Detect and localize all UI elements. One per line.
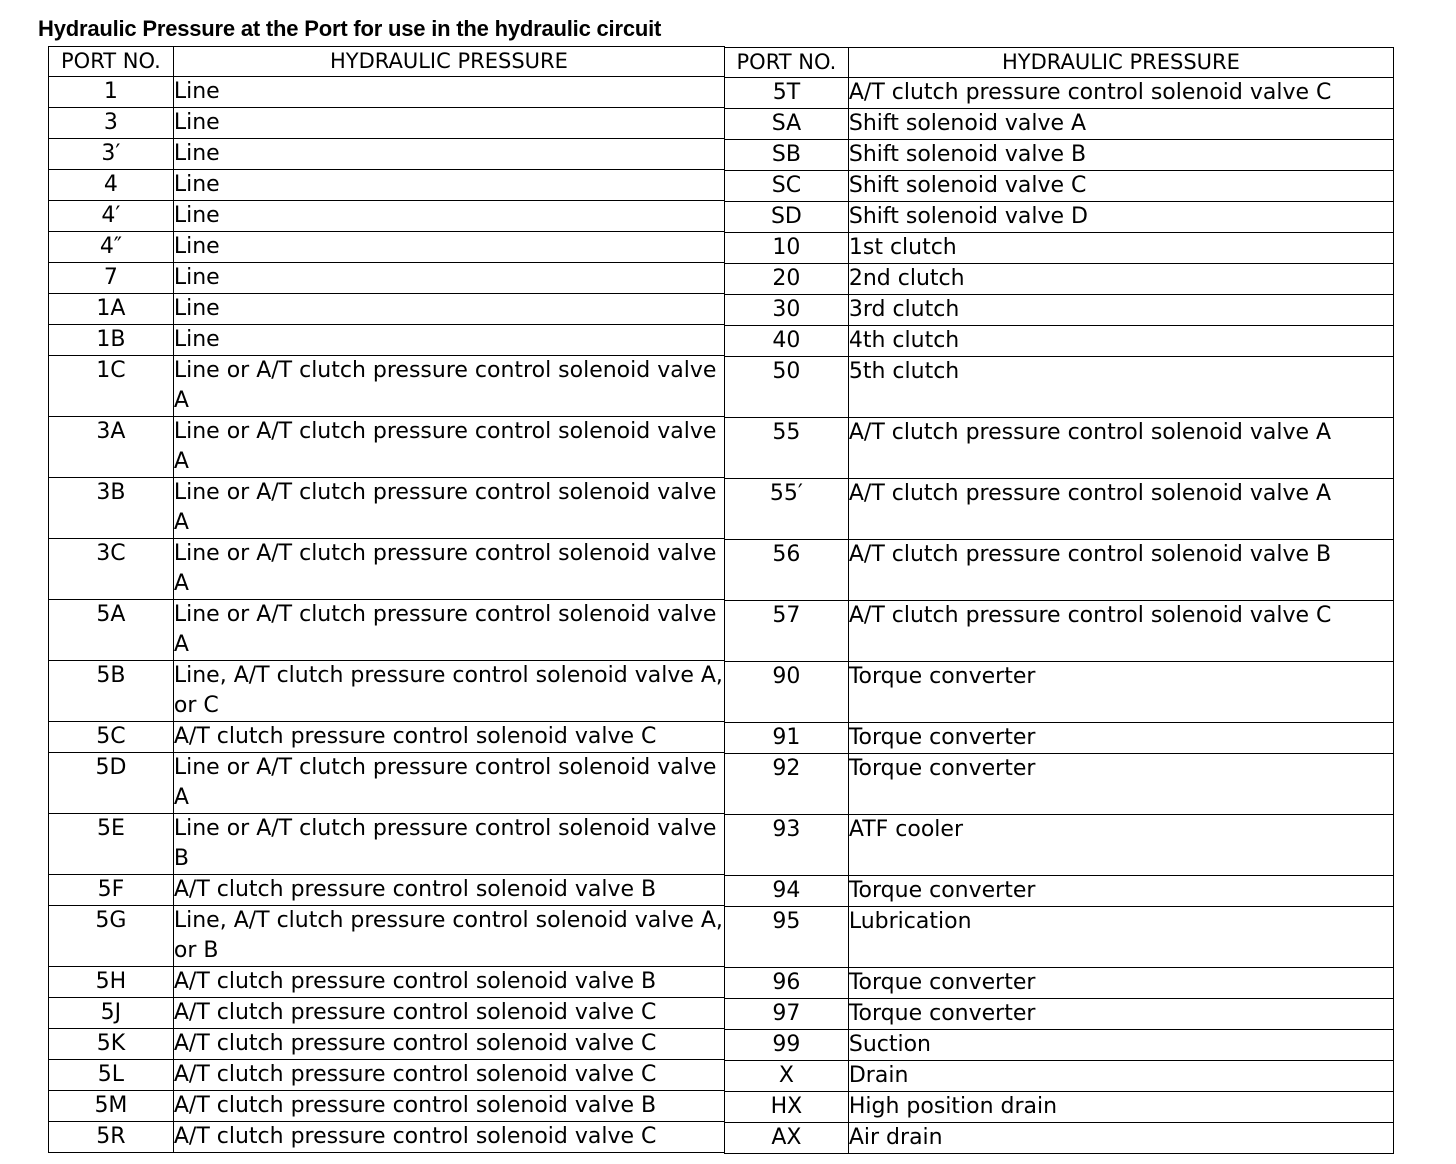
hydraulic-pressure-cell: 4th clutch	[848, 326, 1393, 357]
port-number-cell: 5B	[49, 661, 174, 722]
table-row	[725, 479, 1394, 540]
port-number-cell: 5C	[49, 722, 174, 753]
table-row	[725, 295, 1394, 326]
table-row	[49, 478, 725, 539]
table-row	[725, 202, 1394, 233]
port-no-header: PORT NO.	[725, 48, 849, 78]
port-number-cell: 3′	[49, 139, 174, 170]
port-number-cell: 94	[725, 876, 849, 907]
hydraulic-pressure-cell: A/T clutch pressure control solenoid valve A	[848, 418, 1393, 479]
hydraulic-pressure-cell: A/T clutch pressure control solenoid valve C	[173, 998, 724, 1029]
hydraulic-pressure-cell: Line or A/T clutch pressure control solenoid valve A	[173, 417, 724, 478]
hydraulic-pressure-cell: A/T clutch pressure control solenoid valve B	[173, 875, 724, 906]
table-row	[49, 1091, 725, 1122]
port-number-cell: 92	[725, 754, 849, 815]
table-row	[49, 814, 725, 875]
hydraulic-pressure-cell: A/T clutch pressure control solenoid valve A	[848, 479, 1393, 540]
hydraulic-pressure-cell: 2nd clutch	[848, 264, 1393, 295]
hydraulic-pressure-cell: Line or A/T clutch pressure control solenoid valve A	[173, 478, 724, 539]
hydraulic-pressure-cell: 5th clutch	[848, 357, 1393, 418]
port-number-cell: 91	[725, 723, 849, 754]
table-row	[725, 876, 1394, 907]
table-row	[49, 263, 725, 294]
right-table-body	[725, 78, 1394, 1154]
hydraulic-pressure-cell: Torque converter	[848, 723, 1393, 754]
hydraulic-pressure-cell: Torque converter	[848, 999, 1393, 1030]
hydraulic-pressure-cell: A/T clutch pressure control solenoid valve C	[848, 78, 1393, 109]
port-number-cell: 1A	[49, 294, 174, 325]
header-row	[49, 47, 725, 77]
hydraulic-pressure-cell: Line or A/T clutch pressure control solenoid valve A	[173, 753, 724, 814]
table-row	[725, 1123, 1394, 1154]
table-row	[49, 1122, 725, 1153]
port-number-cell: 10	[725, 233, 849, 264]
port-number-cell: 5L	[49, 1060, 174, 1091]
hydraulic-pressure-cell: A/T clutch pressure control solenoid valve B	[173, 1091, 724, 1122]
left-table-body	[49, 77, 725, 1153]
port-number-cell: 4′	[49, 201, 174, 232]
hydraulic-pressure-cell: Torque converter	[848, 968, 1393, 999]
port-number-cell: 5F	[49, 875, 174, 906]
port-number-cell: 99	[725, 1030, 849, 1061]
port-number-cell: 5E	[49, 814, 174, 875]
hydraulic-pressure-cell: Line	[173, 139, 724, 170]
table-row	[725, 540, 1394, 601]
port-number-cell: 93	[725, 815, 849, 876]
hydraulic-pressure-cell: A/T clutch pressure control solenoid valve C	[173, 1060, 724, 1091]
table-row	[49, 232, 725, 263]
table-row	[725, 968, 1394, 999]
table-row	[725, 171, 1394, 202]
hydraulic-pressure-cell: A/T clutch pressure control solenoid valve B	[848, 540, 1393, 601]
hydraulic-pressure-cell: Suction	[848, 1030, 1393, 1061]
table-row	[49, 875, 725, 906]
port-number-cell: 40	[725, 326, 849, 357]
hydraulic-pressure-cell: A/T clutch pressure control solenoid valve C	[173, 722, 724, 753]
port-number-cell: 57	[725, 601, 849, 662]
table-row	[725, 1030, 1394, 1061]
port-number-cell: 3	[49, 108, 174, 139]
table-row	[49, 294, 725, 325]
table-row	[725, 109, 1394, 140]
table-row	[49, 600, 725, 661]
port-number-cell: SC	[725, 171, 849, 202]
table-row	[49, 967, 725, 998]
port-number-cell: X	[725, 1061, 849, 1092]
hydraulic-pressure-cell: Shift solenoid valve B	[848, 140, 1393, 171]
hydraulic-pressure-cell: Lubrication	[848, 907, 1393, 968]
hydraulic-pressure-cell: Line or A/T clutch pressure control solenoid valve A	[173, 356, 724, 417]
table-row	[725, 999, 1394, 1030]
hydraulic-pressure-cell: A/T clutch pressure control solenoid valve B	[173, 967, 724, 998]
table-row	[49, 325, 725, 356]
page-title: Hydraulic Pressure at the Port for use in the hydraulic circuit	[38, 16, 662, 41]
hydraulic-pressure-cell: Shift solenoid valve C	[848, 171, 1393, 202]
table-row	[49, 201, 725, 232]
port-number-cell: 5R	[49, 1122, 174, 1153]
port-number-cell: 97	[725, 999, 849, 1030]
table-row	[725, 662, 1394, 723]
table-row	[49, 998, 725, 1029]
port-number-cell: 5D	[49, 753, 174, 814]
hydraulic-pressure-cell: High position drain	[848, 1092, 1393, 1123]
table-row	[49, 1029, 725, 1060]
table-row	[49, 722, 725, 753]
table-row	[725, 907, 1394, 968]
port-number-cell: 3C	[49, 539, 174, 600]
port-number-cell: 3A	[49, 417, 174, 478]
port-number-cell: 20	[725, 264, 849, 295]
port-number-cell: 1	[49, 77, 174, 108]
hydraulic-pressure-cell: Torque converter	[848, 662, 1393, 723]
hydraulic-pressure-header: HYDRAULIC PRESSURE	[173, 47, 724, 77]
table-row	[49, 139, 725, 170]
port-number-cell: 5K	[49, 1029, 174, 1060]
table-row	[49, 661, 725, 722]
table-row	[725, 233, 1394, 264]
port-number-cell: 30	[725, 295, 849, 326]
table-row	[725, 754, 1394, 815]
port-number-cell: 1B	[49, 325, 174, 356]
port-number-cell: 1C	[49, 356, 174, 417]
port-number-cell: AX	[725, 1123, 849, 1154]
table-row	[725, 1092, 1394, 1123]
port-number-cell: 5H	[49, 967, 174, 998]
port-number-cell: SA	[725, 109, 849, 140]
hydraulic-pressure-cell: Line	[173, 201, 724, 232]
table-row	[725, 264, 1394, 295]
port-no-header: PORT NO.	[49, 47, 174, 77]
hydraulic-pressure-cell: Shift solenoid valve A	[848, 109, 1393, 140]
table-row	[725, 815, 1394, 876]
port-number-cell: 55′	[725, 479, 849, 540]
table-row	[49, 539, 725, 600]
header-row	[725, 48, 1394, 78]
port-number-cell: 90	[725, 662, 849, 723]
table-row	[49, 108, 725, 139]
port-number-cell: 7	[49, 263, 174, 294]
hydraulic-pressure-cell: Torque converter	[848, 876, 1393, 907]
port-number-cell: 4	[49, 170, 174, 201]
table-row	[725, 140, 1394, 171]
hydraulic-pressure-cell: ATF cooler	[848, 815, 1393, 876]
hydraulic-pressure-cell: Line	[173, 232, 724, 263]
hydraulic-pressure-cell: Line	[173, 294, 724, 325]
hydraulic-pressure-cell: Line, A/T clutch pressure control solenoid valve A, or C	[173, 661, 724, 722]
hydraulic-pressure-cell: Line	[173, 325, 724, 356]
hydraulic-pressure-cell: Drain	[848, 1061, 1393, 1092]
hydraulic-pressure-cell: Line	[173, 77, 724, 108]
table-row	[725, 326, 1394, 357]
hydraulic-pressure-header: HYDRAULIC PRESSURE	[848, 48, 1393, 78]
port-number-cell: 5A	[49, 600, 174, 661]
right-port-table	[724, 47, 1394, 1154]
port-number-cell: 95	[725, 907, 849, 968]
port-number-cell: 5T	[725, 78, 849, 109]
table-row	[49, 1060, 725, 1091]
table-row	[49, 753, 725, 814]
hydraulic-pressure-cell: Line or A/T clutch pressure control solenoid valve B	[173, 814, 724, 875]
port-number-cell: 56	[725, 540, 849, 601]
port-number-cell: SD	[725, 202, 849, 233]
port-number-cell: 5G	[49, 906, 174, 967]
port-number-cell: 96	[725, 968, 849, 999]
hydraulic-pressure-cell: Line, A/T clutch pressure control solenoid valve A, or B	[173, 906, 724, 967]
port-number-cell: HX	[725, 1092, 849, 1123]
hydraulic-pressure-cell: Torque converter	[848, 754, 1393, 815]
table-row	[725, 418, 1394, 479]
table-row	[725, 78, 1394, 109]
hydraulic-pressure-cell: A/T clutch pressure control solenoid valve C	[173, 1122, 724, 1153]
hydraulic-pressure-cell: Line	[173, 108, 724, 139]
port-number-cell: 55	[725, 418, 849, 479]
hydraulic-pressure-cell: Line or A/T clutch pressure control solenoid valve A	[173, 600, 724, 661]
port-number-cell: 3B	[49, 478, 174, 539]
table-row	[725, 601, 1394, 662]
hydraulic-pressure-cell: Air drain	[848, 1123, 1393, 1154]
table-row	[725, 1061, 1394, 1092]
table-row	[49, 417, 725, 478]
port-number-cell: 5J	[49, 998, 174, 1029]
hydraulic-pressure-cell: 3rd clutch	[848, 295, 1393, 326]
port-number-cell: 4″	[49, 232, 174, 263]
hydraulic-pressure-cell: Line	[173, 170, 724, 201]
hydraulic-pressure-cell: A/T clutch pressure control solenoid valve C	[173, 1029, 724, 1060]
port-number-cell: 5M	[49, 1091, 174, 1122]
table-row	[49, 77, 725, 108]
hydraulic-pressure-cell: A/T clutch pressure control solenoid valve C	[848, 601, 1393, 662]
hydraulic-pressure-cell: 1st clutch	[848, 233, 1393, 264]
table-row	[49, 356, 725, 417]
hydraulic-pressure-cell: Line	[173, 263, 724, 294]
table-row	[725, 357, 1394, 418]
left-port-table	[48, 46, 725, 1153]
table-row	[725, 723, 1394, 754]
port-number-cell: 50	[725, 357, 849, 418]
port-number-cell: SB	[725, 140, 849, 171]
table-row	[49, 906, 725, 967]
hydraulic-pressure-cell: Shift solenoid valve D	[848, 202, 1393, 233]
hydraulic-pressure-cell: Line or A/T clutch pressure control solenoid valve A	[173, 539, 724, 600]
table-row	[49, 170, 725, 201]
